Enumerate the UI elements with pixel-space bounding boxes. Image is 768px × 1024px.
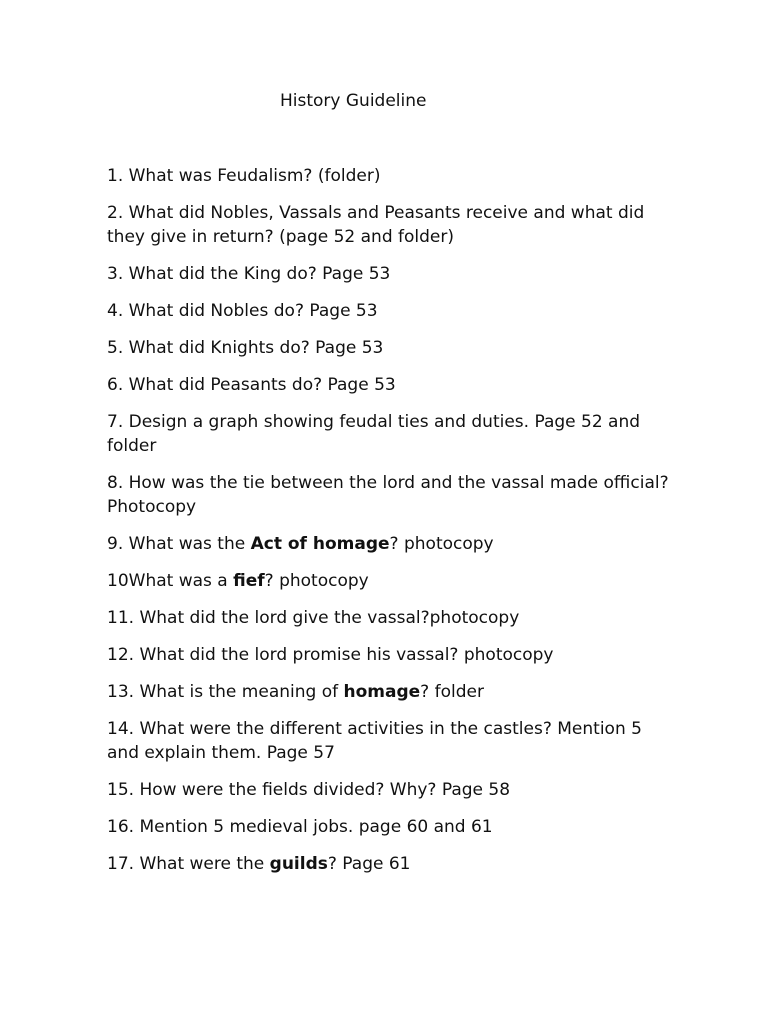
question-item	[107, 643, 672, 667]
question-text-end: ? folder	[420, 682, 484, 702]
question-item	[107, 262, 672, 286]
question-bold-term: homage	[343, 682, 421, 702]
question-text: 5. What did Knights do? Page 53	[107, 338, 384, 358]
question-item	[107, 532, 672, 556]
question-item	[107, 717, 672, 765]
question-item	[107, 373, 672, 397]
question-text: 11. What did the lord give the vassal?photocopy	[107, 608, 520, 628]
question-item	[107, 410, 672, 458]
question-text: 15. How were the fields divided? Why? Page 58	[107, 780, 511, 800]
question-text: 3. What did the King do? Page 53	[107, 264, 391, 284]
question-text-end: ? Page 61	[327, 854, 411, 874]
question-text: 17. What were the	[107, 854, 270, 874]
question-item	[107, 336, 672, 360]
question-text-end: ? photocopy	[264, 571, 369, 591]
question-item	[107, 852, 672, 876]
question-item	[107, 164, 672, 188]
question-text: 9. What was the	[107, 534, 251, 554]
question-text: 6. What did Peasants do? Page 53	[107, 375, 396, 395]
document-title: History Guideline	[280, 91, 427, 111]
question-bold-term: guilds	[269, 854, 328, 874]
question-text: 16. Mention 5 medieval jobs. page 60 and 61	[107, 817, 493, 837]
question-bold-term: fief	[233, 571, 265, 591]
question-text: 13. What is the meaning of	[107, 682, 344, 702]
question-item	[107, 815, 672, 839]
question-bold-term: Act of homage	[250, 534, 390, 554]
question-text: 14. What were the different activities in the castles? Mention 5 and explain them. Page 57	[107, 719, 642, 763]
question-text: 2. What did Nobles, Vassals and Peasants receive and what did they give in return? (page 52 and folder)	[107, 203, 645, 247]
question-list	[107, 164, 672, 889]
question-text: 1. What was Feudalism? (folder)	[107, 166, 381, 186]
question-text: 8. How was the tie between the lord and the vassal made official? Photocopy	[107, 473, 669, 517]
question-text: 10What was a	[107, 571, 234, 591]
question-item	[107, 569, 672, 593]
question-text: 12. What did the lord promise his vassal? photocopy	[107, 645, 554, 665]
question-item	[107, 680, 672, 704]
question-item	[107, 606, 672, 630]
question-text: 4. What did Nobles do? Page 53	[107, 301, 378, 321]
question-text-end: ? photocopy	[389, 534, 494, 554]
question-item	[107, 299, 672, 323]
question-item	[107, 471, 672, 519]
question-item	[107, 778, 672, 802]
question-text: 7. Design a graph showing feudal ties and duties. Page 52 and folder	[107, 412, 641, 456]
question-item	[107, 201, 672, 249]
